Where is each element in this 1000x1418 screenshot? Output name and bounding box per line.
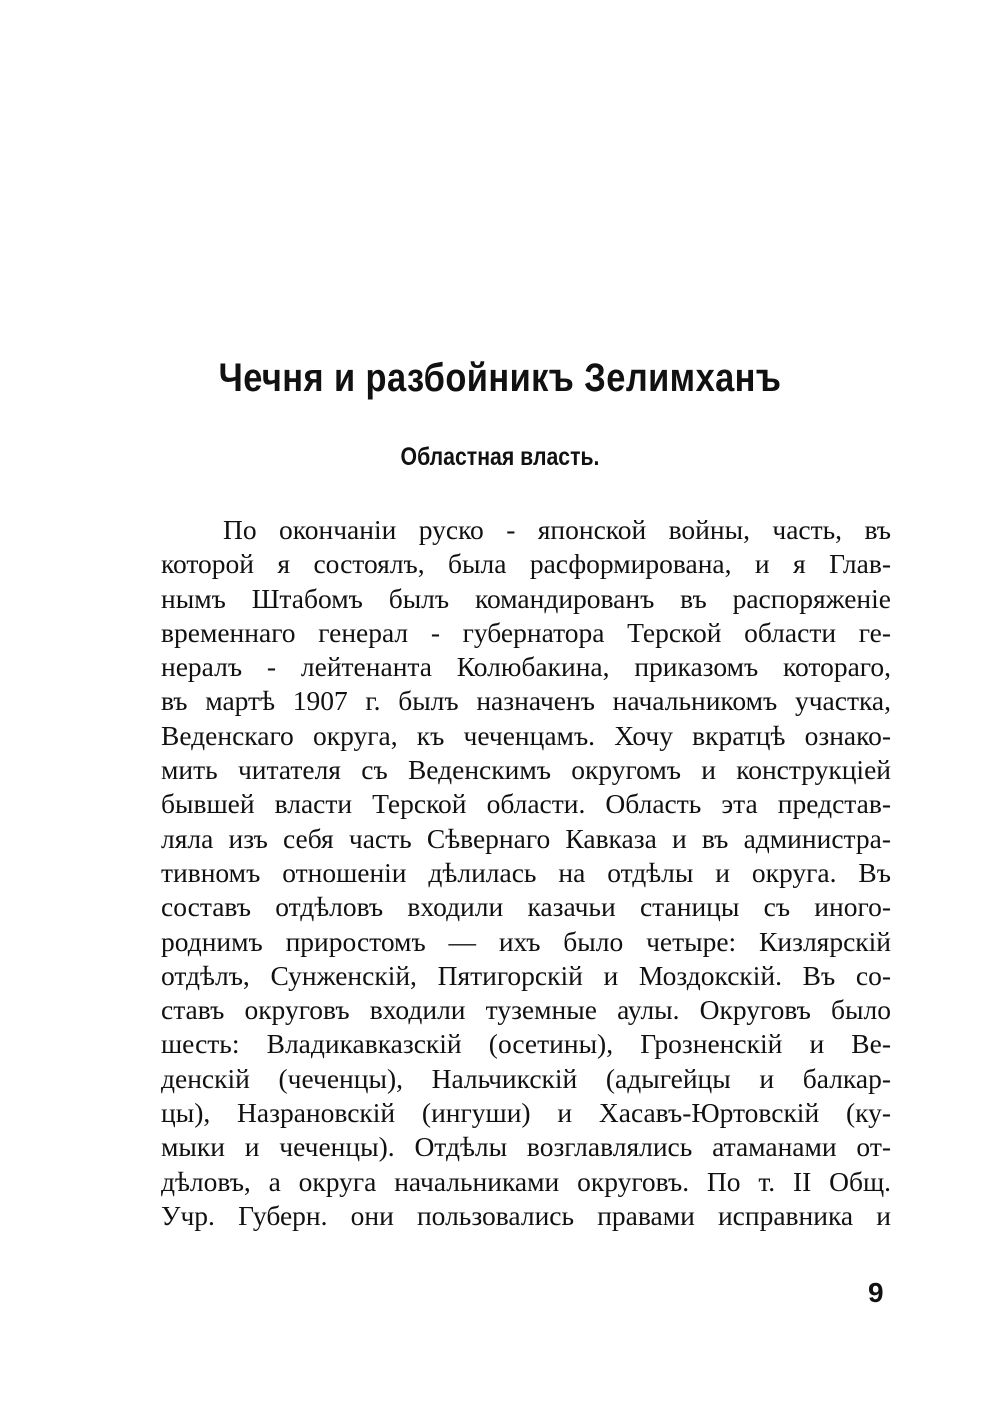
- text-line: тивномъ отношеніи дѣлилась на отдѣлы и округа. Въ: [161, 856, 891, 888]
- text-line: составъ отдѣловъ входили казачьи станицы съ иного-: [161, 891, 891, 923]
- text-line: бывшей власти Терской области. Область эта представ-: [161, 788, 891, 820]
- text-line: денскій (чеченцы), Нальчикскій (адыгейцы и балкар-: [161, 1062, 891, 1094]
- text-line: По окончаніи руско - японской войны, часть, въ: [223, 514, 891, 545]
- chapter-title: Чечня и разбойникъ Зелимханъ: [218, 356, 782, 400]
- text-line: нералъ - лейтенанта Колюбакина, приказомъ котораго,: [161, 651, 891, 683]
- text-line: временнаго генерал - губернатора Терской области ге-: [161, 616, 891, 648]
- text-line: мыки и чеченцы). Отдѣлы возглавлялись атаманами от-: [161, 1131, 891, 1163]
- text-line: дѣловъ, а округа начальниками округовъ. По т. II Общ.: [161, 1165, 891, 1197]
- text-line: ляла изъ себя часть Сѣвернаго Кавказа и въ администра-: [161, 822, 891, 854]
- text-line: Учр. Губерн. они пользовались правами исправника и: [161, 1199, 891, 1231]
- text-line: ставъ округовъ входили туземные аулы. Округовъ было: [161, 994, 891, 1026]
- text-line: въ мартѣ 1907 г. былъ назначенъ начальникомъ участка,: [161, 685, 891, 717]
- text-line: Веденскаго округа, къ чеченцамъ. Хочу вкратцѣ ознако-: [161, 719, 891, 751]
- body-paragraph: [161, 513, 891, 1233]
- section-subtitle: Областная власть.: [400, 443, 600, 471]
- text-line: цы), Назрановскій (ингуши) и Хасавъ-Юртовскій (ку-: [161, 1097, 891, 1129]
- text-line: шесть: Владикавказскій (осетины), Грозненскій и Ве-: [161, 1028, 891, 1060]
- text-line: нымъ Штабомъ былъ командированъ въ распоряженіе: [161, 582, 891, 614]
- text-line: роднимъ приростомъ — ихъ было четыре: Кизлярскій: [161, 925, 891, 957]
- text-line: которой я состоялъ, была расформирована, и я Глав-: [161, 548, 891, 580]
- text-line: мить читателя съ Веденскимъ округомъ и конструкціей: [161, 754, 891, 786]
- page-number: 9: [868, 1277, 884, 1308]
- text-line: отдѣлъ, Сунженскій, Пятигорскій и Моздокскій. Въ со-: [161, 959, 891, 991]
